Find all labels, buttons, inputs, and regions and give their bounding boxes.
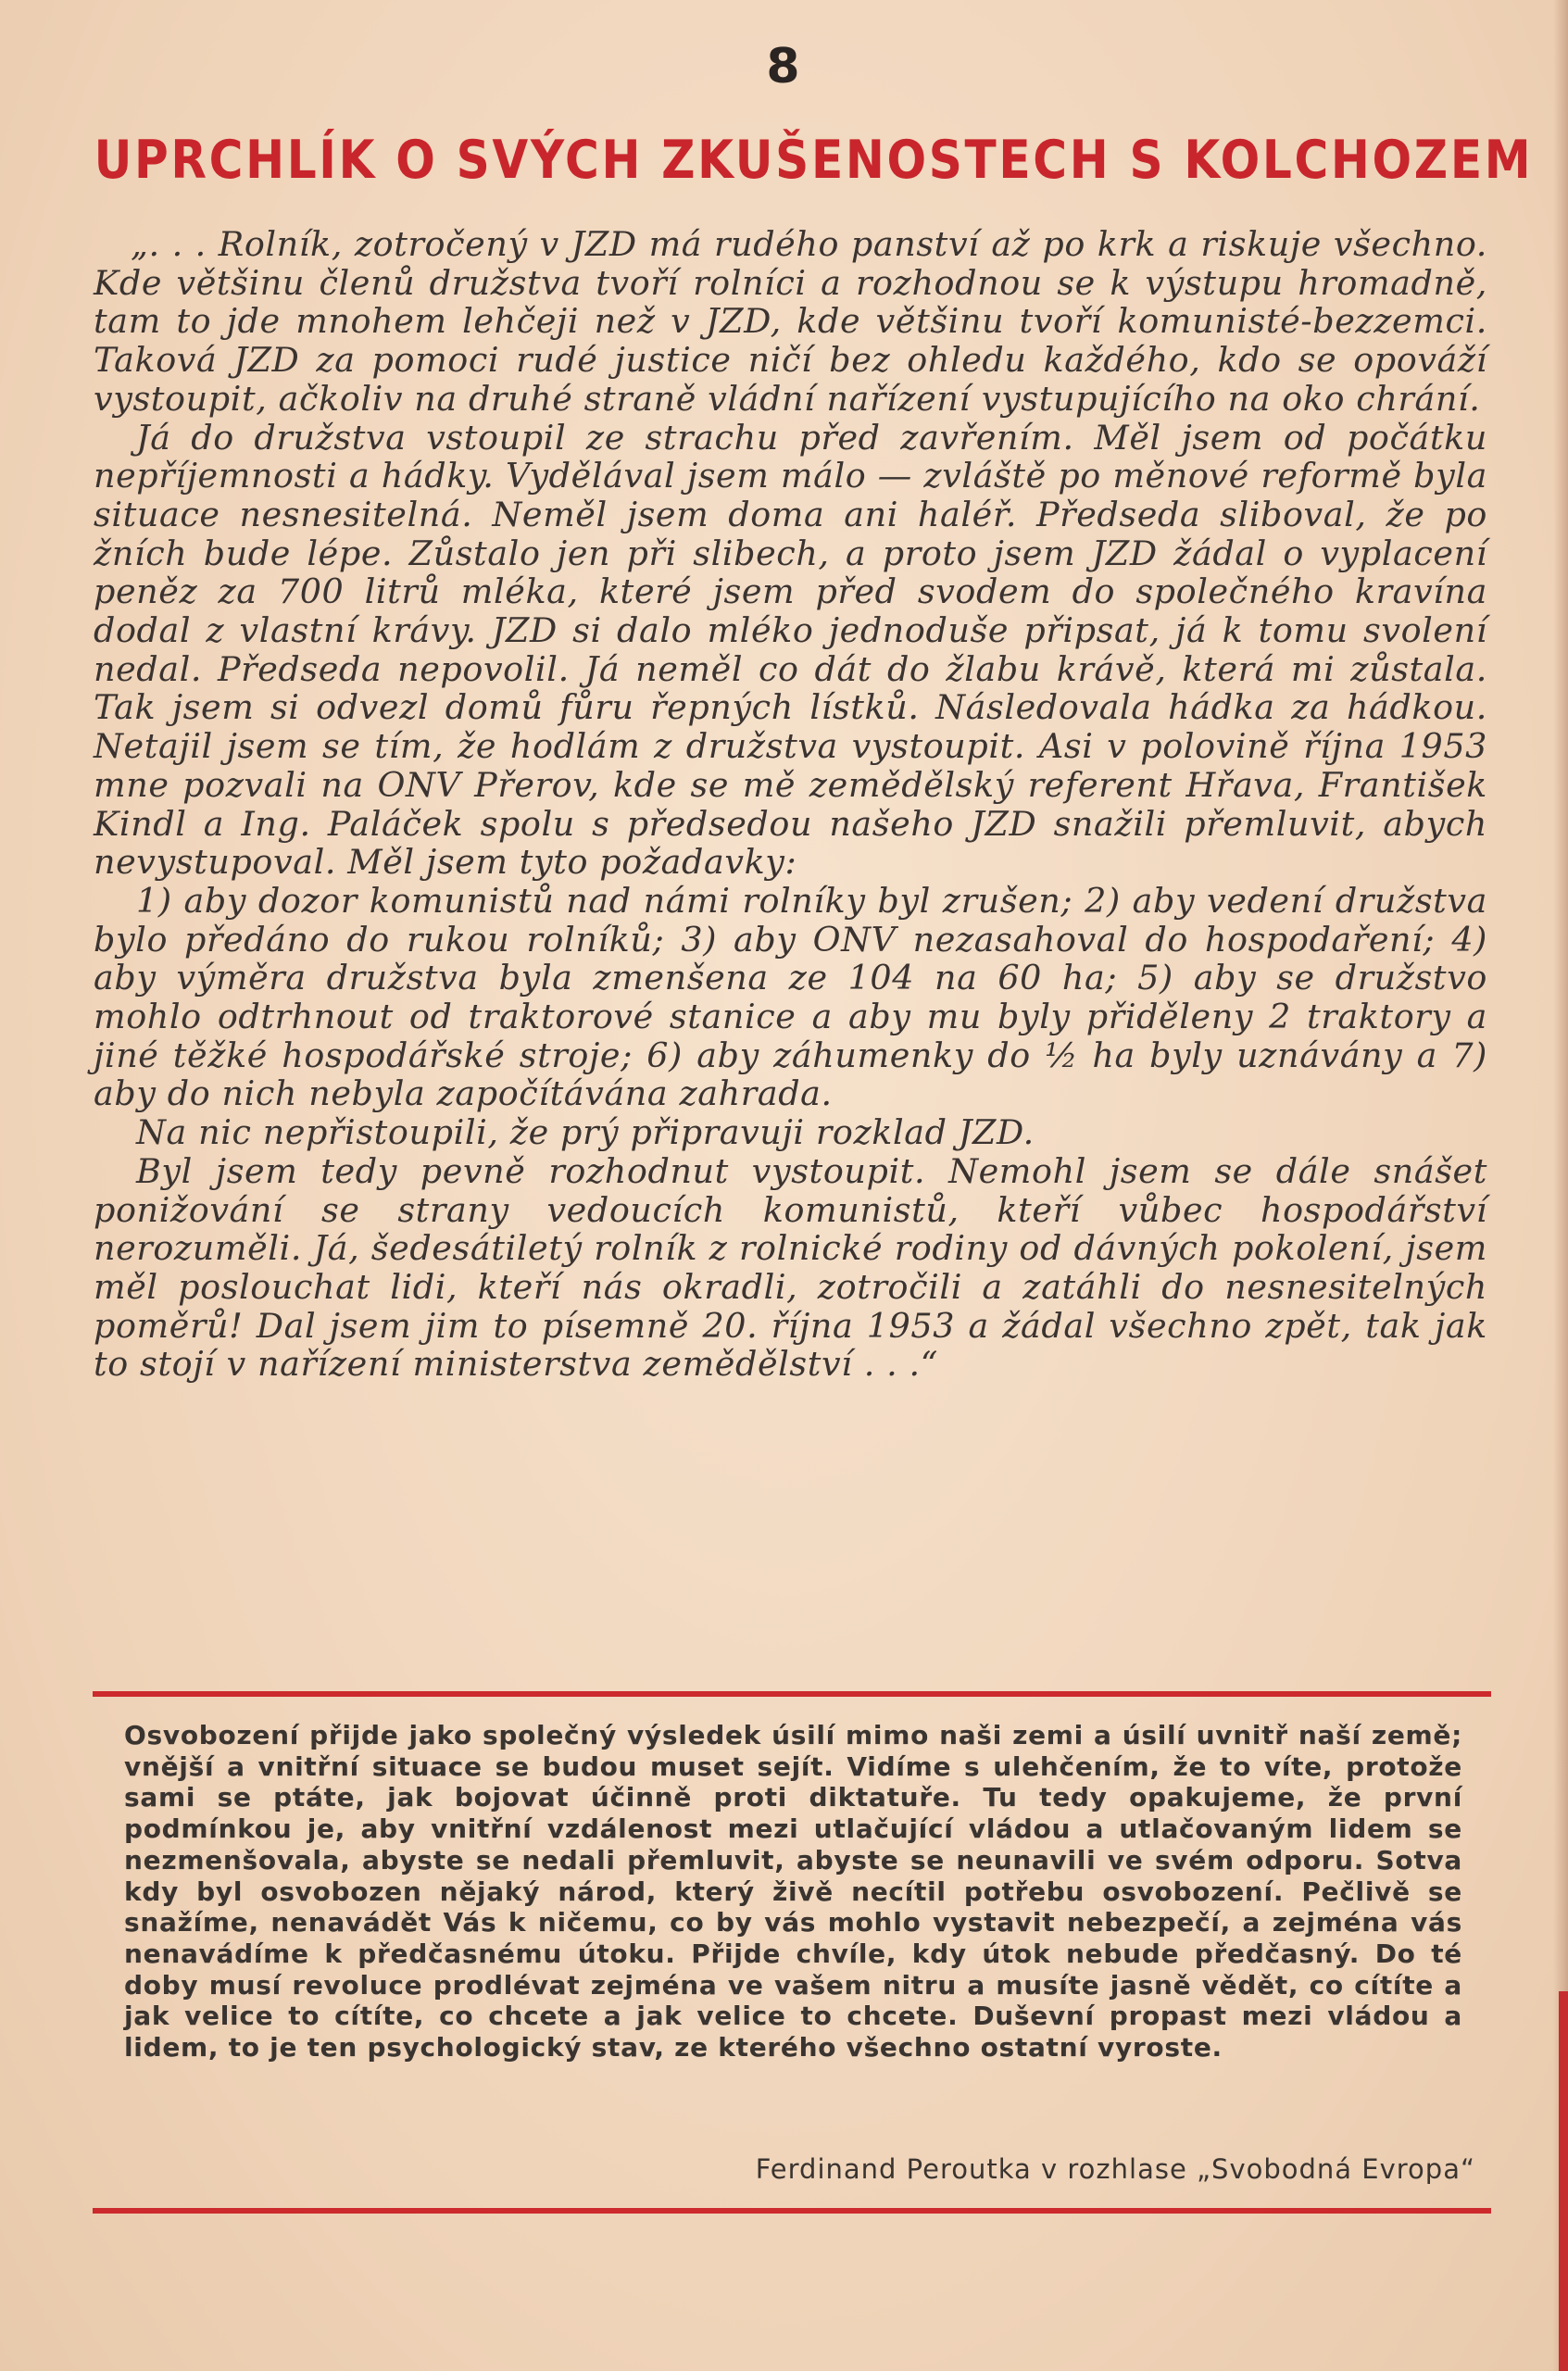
page-edge-red-strip bbox=[1559, 1991, 1568, 2371]
peroutka-quote-text: Osvobození přijde jako společný výsledek úsilí mimo naši zemi a úsilí uvnitř naší země; vnější a vnitřní situace se budou muset sejít. Vidíme s ulehčením, že to víte, protože sami se ptáte, jak bojovat účinně proti diktatuře. Tu tedy opakujeme, že první podmínkou je, aby vnitřní vzdálenost mezi utlačující vládou a utlačovaným lidem se nezmenšovala, abyste se nedali přemluvit, abyste se neunavili ve svém odporu. Sotva kdy byl osvobozen nějaký národ, který živě necítil potřebu osvobození. Pečlivě se snažíme, nenavádět Vás k ničemu, co by vás mohlo vystavit nebezpečí, a zejména vás nenavádíme k předčasnému útoku. Přijde chvíle, kdy útok nebude předčasný. Do té doby musí revoluce prodlévat zejména ve vašem nitru a musíte jasně vědět, co cítíte a jak velice to cítíte, co chcete a jak velice to chcete. Duševní propast mezi vládou a lidem, to je ten psychologický stav, ze kterého všechno ostatní vyroste. bbox=[124, 1720, 1462, 2064]
peroutka-quote-box bbox=[124, 1720, 1462, 2064]
quote-paragraph-demands: 1) aby dozor komunistů nad námi rolníky byl zrušen; 2) aby vedení družstva bylo předáno do rukou rolníků; 3) aby ONV nezasahoval do hospodaření; 4) aby výměra družstva byla zmenšena ze 104 na 60 ha; 5) aby se družstvo mohlo odtrhnout od traktorové stanice a aby mu byly přiděleny 2 traktory a jiné těžké hospodářské stroje; 6) aby záhumenky do ½ ha byly uznávány a 7) aby do nich nebyla započítávána zahrada. bbox=[94, 880, 1487, 1114]
quote-paragraph-1: „. . . Rolník, zotročený v JZD má rudého panství až po krk a riskuje všechno. Kde většinu členů družstva tvoří rolníci a rozhodnou se k výstupu hromadně, tam to jde mnohem lehčeji než v JZD, kde většinu tvoří komunisté-bezzemci. Taková JZD za pomoci rudé justice ničí bez ohledu každého, kdo se opováží vystoupit, ačkoliv na druhé straně vládní nařízení vystupujícího na oko chrání. bbox=[94, 224, 1487, 419]
page-number: 8 bbox=[766, 39, 802, 94]
attribution: Ferdinand Peroutka v rozhlase „Svobodná Evropa“ bbox=[755, 2153, 1475, 2185]
article-title: UPRCHLÍK O SVÝCH ZKUŠENOSTECH S KOLCHOZEM bbox=[94, 130, 1534, 191]
red-divider-top bbox=[93, 1691, 1491, 1697]
refugee-quote bbox=[94, 225, 1487, 1384]
quote-paragraph-4: Na nic nepřistoupili, že prý připravuji rozklad JZD. bbox=[136, 1112, 1035, 1153]
quote-paragraph-2: Já do družstva vstoupil ze strachu před zavřením. Měl jsem od počátku nepříjemnosti a hádky. Vydělával jsem málo — zvláště po měnové reformě byla situace nesnesitelná. Neměl jsem doma ani haléř. Předseda sliboval, že po žních bude lépe. Zůstalo jen při slibech, a proto jsem JZD žádal o vyplacení peněz za 700 litrů mléka, které jsem před svodem do společného kravína dodal z vlastní krávy. JZD si dalo mléko jednoduše připsat, já k tomu svolení nedal. Předseda nepovolil. Já neměl co dát do žlabu krávě, která mi zůstala. Tak jsem si odvezl domů fůru řepných lístků. Následovala hádka za hádkou. Netajil jsem se tím, že hodlám z družstva vystoupit. Asi v polovině října 1953 mne pozvali na ONV Přerov, kde se mě zemědělský referent Hřava, František Kindl a Ing. Paláček spolu s předsedou našeho JZD snažili přemluvit, abych nevystupoval. Měl jsem tyto požadavky: bbox=[94, 417, 1487, 883]
quote-paragraph-5: Byl jsem tedy pevně rozhodnut vystoupit. Nemohl jsem se dále snášet ponižování se strany vedoucích komunistů, kteří vůbec hospodářství nerozuměli. Já, šedesátiletý rolník z rolnické rodiny od dávných pokolení, jsem měl poslouchat lidi, kteří nás okradli, zotročili a zatáhli do nesnesitelných poměrů! Dal jsem jim to písemně 20. října 1953 a žádal všechno zpět, tak jak to stojí v nařízení ministerstva zemědělství . . .“ bbox=[94, 1150, 1487, 1385]
red-divider-bottom bbox=[93, 2208, 1491, 2214]
